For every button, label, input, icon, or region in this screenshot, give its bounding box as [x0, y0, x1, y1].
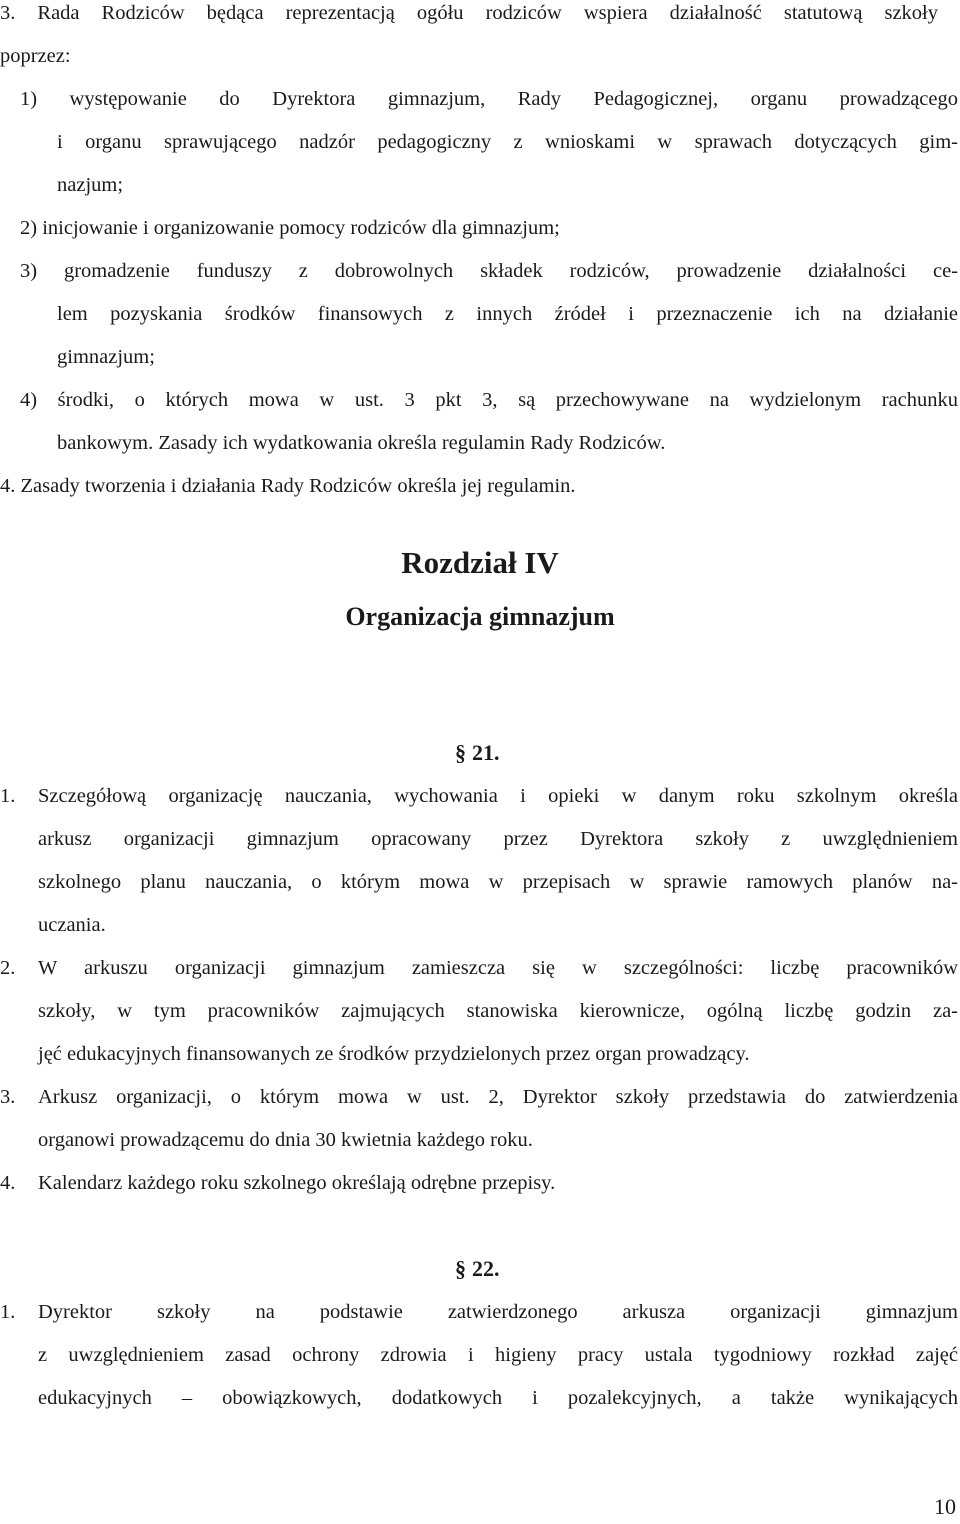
text-line: poprzez: — [0, 45, 71, 67]
chapter-subtitle: Organizacja gimnazjum — [345, 602, 615, 631]
text-line: szkolnego planu nauczania, o którym mowa w przepisach w sprawie ramowych planów na- — [38, 871, 958, 893]
text-line: Dyrektor szkoły na podstawie zatwierdzonego arkusza organizacji gimnazjum — [38, 1301, 958, 1323]
item-number: 2. — [0, 957, 16, 979]
list-item-line: nazjum; — [57, 174, 124, 196]
section-sign-icon: § — [455, 1256, 466, 1281]
paragraph-heading — [455, 1256, 500, 1282]
list-item-line: i organu sprawującego nadzór pedagogiczny z wnioskami w sprawach dotyczących gim- — [57, 131, 958, 153]
paragraph-number: 21. — [472, 740, 500, 765]
list-item-line: 1) występowanie do Dyrektora gimnazjum, Rady Pedagogicznej, organu prowadzącego — [20, 88, 958, 110]
list-item-line: 3) gromadzenie funduszy z dobrowolnych składek rodziców, prowadzenie działalności ce- — [20, 260, 958, 282]
section-sign-icon: § — [455, 740, 466, 765]
list-item-line: lem pozyskania środków finansowych z innych źródeł i przeznaczenie ich na działanie — [57, 303, 958, 325]
list-item-line: bankowym. Zasady ich wydatkowania określa regulamin Rady Rodziców. — [57, 432, 666, 454]
text-line: Szczegółową organizację nauczania, wychowania i opieki w danym roku szkolnym określa — [38, 785, 958, 807]
item-number: 3. — [0, 1086, 16, 1108]
text-line: W arkuszu organizacji gimnazjum zamieszcza się w szczególności: liczbę pracowników — [38, 957, 958, 979]
text-line: Kalendarz każdego roku szkolnego określają odrębne przepisy. — [38, 1172, 556, 1194]
item-number: 4. — [0, 1172, 16, 1194]
text-line: 4. Zasady tworzenia i działania Rady Rodziców określa jej regulamin. — [0, 475, 576, 497]
text-line: arkusz organizacji gimnazjum opracowany przez Dyrektora szkoły z uwzględnieniem — [38, 828, 958, 850]
chapter-title: Rozdział IV — [401, 545, 559, 580]
text-line: jęć edukacyjnych finansowanych ze środków przydzielonych przez organ prowadzący. — [38, 1043, 750, 1065]
text-line: Arkusz organizacji, o którym mowa w ust. 2, Dyrektor szkoły przedstawia do zatwierdzenia — [38, 1086, 958, 1108]
text-line: edukacyjnych – obowiązkowych, dodatkowych i pozalekcyjnych, a także wynikających — [38, 1387, 958, 1409]
list-item-line: 4) środki, o których mowa w ust. 3 pkt 3, są przechowywane na wydzielonym rachunku — [20, 389, 958, 411]
list-item-line: gimnazjum; — [57, 346, 155, 368]
text-line: 3. Rada Rodziców będąca reprezentacją ogółu rodziców wspiera działalność statutową szkoły — [0, 2, 938, 24]
page-number: 10 — [934, 1494, 956, 1519]
item-number: 1. — [0, 1301, 16, 1323]
paragraph-heading — [455, 740, 500, 766]
text-line: szkoły, w tym pracowników zajmujących stanowiska kierownicze, ogólną liczbę godzin za- — [38, 1000, 958, 1022]
text-line: organowi prowadzącemu do dnia 30 kwietnia każdego roku. — [38, 1129, 533, 1151]
text-line: z uwzględnieniem zasad ochrony zdrowia i higieny pracy ustala tygodniowy rozkład zajęć — [38, 1344, 958, 1366]
list-item-line: 2) inicjowanie i organizowanie pomocy rodziców dla gimnazjum; — [20, 217, 560, 239]
item-number: 1. — [0, 785, 16, 807]
paragraph-number: 22. — [472, 1256, 500, 1281]
text-line: uczania. — [38, 914, 106, 936]
